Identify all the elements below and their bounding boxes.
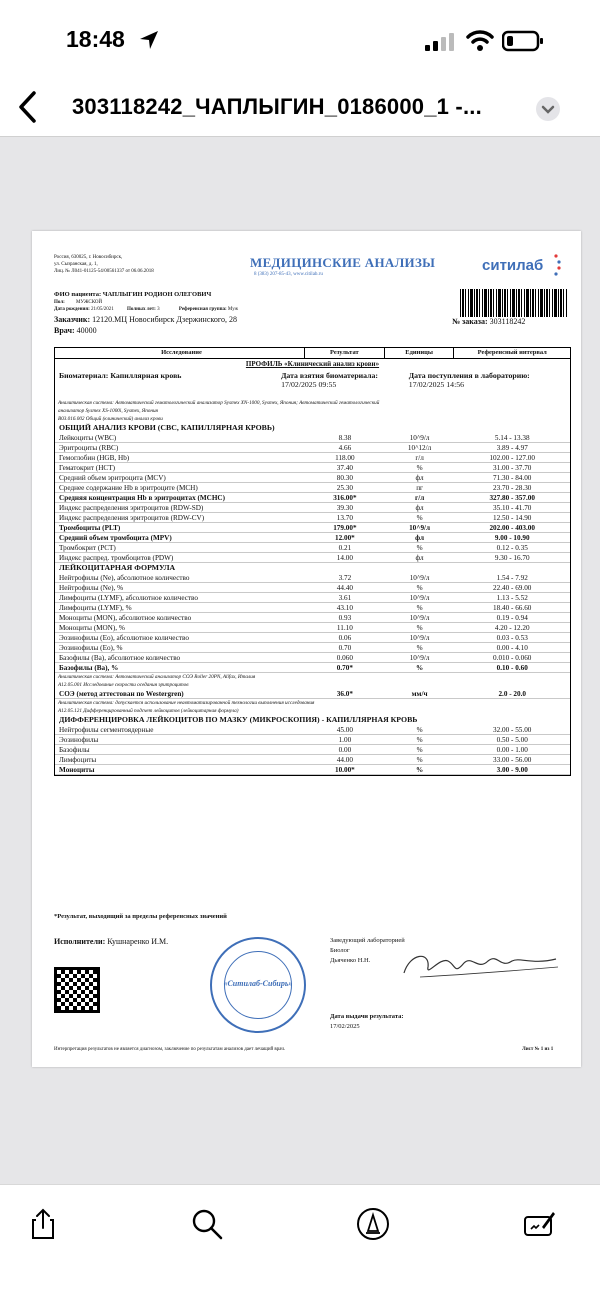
leuko-row xyxy=(55,653,570,663)
smear-name: Лимфоциты xyxy=(59,755,97,764)
cbc-name: Индекс распределения эритроцитов (RDW-CV) xyxy=(59,513,205,522)
cbc-units: фл xyxy=(415,473,424,482)
leuko-reference: 4.20 - 12.20 xyxy=(494,623,530,632)
leuko-result: 0.060 xyxy=(336,653,353,662)
take-date: 17/02/2025 09:55 xyxy=(281,380,337,389)
leuko-row xyxy=(55,643,570,653)
cbc-result: 316.00* xyxy=(333,493,357,502)
search-icon[interactable] xyxy=(190,1207,224,1241)
cbc-reference: 102.00 - 127.00 xyxy=(489,453,535,462)
smear-units: % xyxy=(415,765,424,774)
smear-result: 44.00 xyxy=(336,755,353,764)
smear-reference: 32.00 - 55.00 xyxy=(493,725,532,734)
cbc-result: 37.40 xyxy=(336,463,353,472)
cbc-units: 10^9/л xyxy=(409,523,431,532)
dob-value: 21/05/2021 xyxy=(91,307,114,312)
lab-stamp xyxy=(210,937,306,1033)
stamp-text: «Ситилаб-Сибирь» xyxy=(223,979,293,988)
leuko-row xyxy=(55,663,570,673)
sex-label: Пол: xyxy=(54,300,65,305)
header-reference: Референсный интервал xyxy=(477,348,547,356)
receive-date: 17/02/2025 14:56 xyxy=(408,380,465,389)
esr-reference: 2.0 - 20.0 xyxy=(498,689,526,698)
leuko-name: Моноциты (MON), абсолютное количество xyxy=(59,613,192,622)
cbc-name: Гемоглобин (HGB, Hb) xyxy=(59,453,130,462)
cbc-result: 4.66 xyxy=(338,443,352,452)
head-name: Дьяченко Н.Н. xyxy=(330,957,371,964)
cbc-row xyxy=(55,443,570,453)
leuko-units: % xyxy=(416,583,423,592)
client-value: 12120.МЦ Новосибирск Дзержинского, 28 xyxy=(92,315,237,324)
ref-group-label: Референсная группа: xyxy=(178,307,227,312)
header-units: Единицы xyxy=(385,348,455,359)
dob-line xyxy=(54,307,238,313)
order-barcode xyxy=(460,289,568,317)
fio-label: ФИО пациента: xyxy=(54,291,102,298)
profile-title: ПРОФИЛЬ «Клинический анализ крови» xyxy=(245,360,380,368)
cbc-result: 0.21 xyxy=(338,543,352,552)
wifi-icon xyxy=(466,29,494,51)
cbc-result: 8.38 xyxy=(338,433,352,442)
cbc-row xyxy=(55,433,570,443)
bottom-toolbar xyxy=(0,1184,600,1300)
lab-report-page xyxy=(32,231,581,1067)
analyzer-note-5: A12.05.001 Исследование скорости оседания эритроцитов xyxy=(58,682,189,688)
smear-units: % xyxy=(416,735,423,744)
doctor-value: 40000 xyxy=(76,326,97,335)
brand-title: МЕДИЦИНСКИЕ АНАЛИЗЫ xyxy=(250,255,436,270)
doctor-line xyxy=(54,326,97,336)
cbc-result: 14.00 xyxy=(336,553,353,562)
cbc-result: 179.00* xyxy=(333,523,357,532)
biomaterial: Биоматериал: Капиллярная кровь xyxy=(59,371,182,380)
cbc-result: 118.00 xyxy=(335,453,355,462)
leuko-reference: 0.00 - 4.10 xyxy=(496,643,528,652)
cbc-units: фл xyxy=(415,553,424,562)
order-number: 303118242 xyxy=(489,317,526,326)
cbc-row xyxy=(55,523,570,533)
smear-row xyxy=(55,765,570,775)
qr-code xyxy=(54,967,100,1013)
ref-group-value: Муж xyxy=(227,307,239,312)
cbc-units: фл xyxy=(415,503,424,512)
age-value: 3 xyxy=(157,307,160,312)
leuko-reference: 0.10 - 0.60 xyxy=(496,663,528,672)
cbc-name: Индекс распределения эритроцитов (RDW-SD) xyxy=(59,503,204,512)
header-test: Исследование xyxy=(55,348,305,359)
head-title: Заведующий лабораторией xyxy=(330,937,405,944)
smear-reference: 0.50 - 5.00 xyxy=(496,735,528,744)
leuko-units: 10^9/л xyxy=(409,573,430,582)
analyzer-note-6: Аналитическая система: допускается использование неавтоматизированной технологии выполнения исследования xyxy=(58,700,315,706)
leuko-result: 0.93 xyxy=(338,613,352,622)
leuko-formula-rows xyxy=(55,573,570,673)
smear-result: 10.00* xyxy=(334,765,355,774)
analyzer-note-4: Аналитическая система: Автоматический анализатор СОЭ Roller 20PN, Alifax, Италия xyxy=(58,674,256,680)
smear-units: % xyxy=(416,745,423,754)
smear-result: 45.00 xyxy=(336,725,353,734)
leuko-units: % xyxy=(416,623,423,632)
leuko-name: Моноциты (MON), % xyxy=(59,623,125,632)
lab-address-line-2: ул. Сызранская, д. 1, xyxy=(54,262,98,267)
analyzer-note-7: A12.05.121 Дифференцированный подсчет лейкоцитов (лейкоцитарная формула) xyxy=(58,708,239,714)
cbc-result: 25.30 xyxy=(336,483,353,492)
leuko-row xyxy=(55,613,570,623)
dob-label: Дата рождения: xyxy=(54,307,90,312)
lab-address-line-1: Россия, 630025, г. Новосибирск, xyxy=(54,255,123,260)
doctor-label: Врач: xyxy=(54,326,75,335)
cbc-reference: 9.00 - 10.90 xyxy=(494,533,530,542)
leuko-reference: 0.010 - 0.060 xyxy=(493,653,532,662)
share-icon[interactable] xyxy=(26,1207,60,1241)
cbc-row xyxy=(55,473,570,483)
battery-icon xyxy=(502,30,544,52)
citilab-logo: ситилаб xyxy=(482,257,544,274)
analyzer-note-3: B03.016.002 Общий (клинический) анализ крови xyxy=(58,416,163,422)
cbc-reference: 9.30 - 16.70 xyxy=(494,553,530,562)
executor-label: Исполнители: xyxy=(54,937,106,946)
cbc-reference: 327.80 - 357.00 xyxy=(489,493,535,502)
cbc-units: % xyxy=(416,513,423,522)
section-cbc xyxy=(55,423,570,433)
leuko-units: % xyxy=(416,643,423,652)
leuko-units: % xyxy=(416,603,423,612)
issue-date: 17/02/2025 xyxy=(330,1023,360,1030)
signature-icon xyxy=(400,947,560,983)
leuko-units: 10^9/л xyxy=(409,593,430,602)
leuko-result: 11.10 xyxy=(336,623,353,632)
smear-name: Эозинофилы xyxy=(59,735,99,744)
cbc-reference: 12.50 - 14.90 xyxy=(493,513,532,522)
smear-rows xyxy=(55,725,570,775)
executor-line xyxy=(54,937,168,947)
cbc-name: Средняя концентрация Hb в эритроцитах (MCHC) xyxy=(59,493,226,502)
leuko-result: 0.06 xyxy=(338,633,352,642)
esr-row xyxy=(55,689,570,699)
leuko-result: 3.61 xyxy=(338,593,352,602)
take-date-block xyxy=(281,371,409,397)
biomaterial-block xyxy=(55,369,570,399)
cbc-name: Среднее содержание Hb в эритроците (MCH) xyxy=(59,483,198,492)
cbc-units: фл xyxy=(415,533,424,542)
leuko-name: Нейтрофилы (Ne), абсолютное количество xyxy=(59,573,190,582)
leuko-result: 44.40 xyxy=(336,583,353,592)
cbc-name: Эритроциты (RBC) xyxy=(59,443,119,452)
leuko-row xyxy=(55,593,570,603)
take-date-label: Дата взятия биоматериала: xyxy=(281,371,378,380)
cbc-reference: 35.10 - 41.70 xyxy=(493,503,532,512)
cbc-result: 80.30 xyxy=(336,473,353,482)
smear-result: 0.00 xyxy=(338,745,352,754)
cbc-units: % xyxy=(416,463,423,472)
leuko-name: Эозинофилы (Eo), абсолютное количество xyxy=(59,633,189,642)
sex-value: МУЖСКОЙ xyxy=(76,300,103,305)
lab-license: Лиц. № Л041-01125-54/00561337 от 06.06.2018 xyxy=(54,269,154,274)
markup-icon[interactable] xyxy=(356,1207,390,1241)
leuko-row xyxy=(55,623,570,633)
leuko-reference: 18.40 - 66.60 xyxy=(493,603,532,612)
disclaimer: Интерпретация результатов не является диагнозом, заключение по результатам анализов дает лечащий врач. xyxy=(54,1047,286,1052)
receive-date-block xyxy=(409,371,566,397)
cbc-rows xyxy=(55,433,570,563)
patient-name-line xyxy=(54,291,211,299)
cbc-reference: 31.00 - 37.70 xyxy=(493,463,532,472)
esr-name: СОЭ (метод аттестован по Westergren) xyxy=(59,689,184,698)
esr-result: 36.0* xyxy=(336,689,353,698)
sign-icon[interactable] xyxy=(522,1207,556,1241)
cbc-units: % xyxy=(416,543,423,552)
smear-name: Нейтрофилы сегментоядерные xyxy=(59,725,154,734)
leuko-result: 0.70* xyxy=(336,663,353,672)
section-leuko-formula xyxy=(55,563,570,573)
leuko-name: Лимфоциты (LYMF), % xyxy=(59,603,132,612)
cbc-row xyxy=(55,463,570,473)
page-info: Лист № 1 из 1 xyxy=(522,1047,554,1052)
cbc-name: Лейкоциты (WBC) xyxy=(59,433,117,442)
cbc-reference: 71.30 - 84.00 xyxy=(493,473,532,482)
cbc-name: Средний объем эритроцита (MCV) xyxy=(59,473,166,482)
header-result: Результат xyxy=(305,348,385,359)
cbc-reference: 5.14 - 13.38 xyxy=(494,433,530,442)
leuko-result: 3.72 xyxy=(338,573,352,582)
smear-row xyxy=(55,725,570,735)
cbc-reference: 3.89 - 4.97 xyxy=(496,443,528,452)
analyzer-note-2: анализатор Sysmex XS-1000i, Sysmex, Япония xyxy=(58,408,158,414)
section-smear-title: ДИФФЕРЕНЦИРОВКА ЛЕЙКОЦИТОВ ПО МАЗКУ (МИКРОСКОПИЯ) - КАПИЛЛЯРНАЯ КРОВЬ xyxy=(59,715,418,724)
back-chevron-icon[interactable] xyxy=(14,90,42,124)
leuko-units: % xyxy=(415,663,424,672)
smear-name: Базофилы xyxy=(59,745,90,754)
age-label: Полных лет: xyxy=(127,307,156,312)
leuko-result: 0.70 xyxy=(338,643,352,652)
leuko-row xyxy=(55,603,570,613)
leuko-result: 43.10 xyxy=(336,603,353,612)
smear-row xyxy=(55,735,570,745)
leuko-row xyxy=(55,633,570,643)
smear-units: % xyxy=(416,725,423,734)
smear-row xyxy=(55,755,570,765)
brand-contacts: 8 (383) 207-85-43, www.citilab.ru xyxy=(254,272,323,277)
cbc-result: 13.70 xyxy=(336,513,353,522)
status-bar xyxy=(0,0,600,80)
cbc-result: 39.30 xyxy=(336,503,353,512)
cbc-name: Гематокрит (HCT) xyxy=(59,463,115,472)
cbc-reference: 23.70 - 28.30 xyxy=(493,483,532,492)
cbc-name: Тромбоциты (PLT) xyxy=(59,523,121,532)
smear-reference: 0.00 - 1.00 xyxy=(496,745,528,754)
client-line xyxy=(54,315,237,325)
cbc-name: Индекс распред. тромбоцитов (PDW) xyxy=(59,553,174,562)
leuko-units: 10^9/л xyxy=(409,633,430,642)
receive-date-label: Дата поступления в лабораторию: xyxy=(408,371,530,380)
smear-reference: 3.00 - 9.00 xyxy=(496,765,528,774)
leuko-row xyxy=(55,573,570,583)
document-viewer[interactable] xyxy=(0,136,600,1184)
title-menu-chevron-icon[interactable] xyxy=(536,97,560,121)
leuko-name: Базофилы (Ba), абсолютное количество xyxy=(59,653,181,662)
document-title[interactable]: 303118242_ЧАПЛЫГИН_0186000_1 -... xyxy=(72,94,482,119)
leuko-name: Базофилы (Ba), % xyxy=(59,663,119,672)
leuko-reference: 0.19 - 0.94 xyxy=(496,613,528,622)
client-label: Заказчик: xyxy=(54,315,91,324)
leuko-reference: 1.13 - 5.52 xyxy=(496,593,528,602)
leuko-units: 10^9/л xyxy=(409,613,430,622)
cbc-row xyxy=(55,453,570,463)
patient-name: ЧАПЛЫГИН РОДИОН ОЛЕГОВИЧ xyxy=(102,291,212,298)
executor-name: Кушнаренко И.М. xyxy=(107,937,169,946)
head-role: Биолог xyxy=(330,947,350,954)
leuko-name: Эозинофилы (Eo), % xyxy=(59,643,123,652)
cbc-row xyxy=(55,483,570,493)
issue-label: Дата выдачи результата: xyxy=(330,1013,404,1020)
order-label: № заказа: xyxy=(452,317,488,326)
section-cbc-title: ОБЩИЙ АНАЛИЗ КРОВИ (CBC, КАПИЛЛЯРНАЯ КРОВЬ) xyxy=(59,423,275,432)
leuko-reference: 22.40 - 69.00 xyxy=(493,583,532,592)
cbc-reference: 0.12 - 0.35 xyxy=(496,543,528,552)
cbc-result: 12.00* xyxy=(334,533,355,542)
leuko-row xyxy=(55,583,570,593)
cbc-row xyxy=(55,503,570,513)
cbc-reference: 202.00 - 403.00 xyxy=(489,523,535,532)
cbc-units: г/л xyxy=(415,453,424,462)
smear-name: Моноциты xyxy=(59,765,95,774)
sex-line xyxy=(54,300,102,306)
cbc-row xyxy=(55,493,570,503)
logo-dots-icon xyxy=(550,253,562,277)
section-leuko-formula-title: ЛЕЙКОЦИТАРНАЯ ФОРМУЛА xyxy=(59,563,176,572)
smear-row xyxy=(55,745,570,755)
cbc-row xyxy=(55,513,570,523)
location-arrow-icon xyxy=(138,29,160,51)
leuko-units: 10^9/л xyxy=(409,653,430,662)
cbc-units: 10^9/л xyxy=(409,433,430,442)
leuko-reference: 0.03 - 0.53 xyxy=(496,633,528,642)
cbc-row xyxy=(55,553,570,563)
cbc-name: Тромбокрит (PCT) xyxy=(59,543,116,552)
footnote: *Результат, выходящий за пределы референсных значений xyxy=(54,913,227,920)
cbc-units: пг xyxy=(416,483,423,492)
order-line xyxy=(452,317,525,327)
smear-units: % xyxy=(416,755,423,764)
cellular-signal-icon xyxy=(425,33,455,51)
esr-units: мм/ч xyxy=(411,689,428,698)
table-header-row xyxy=(55,348,570,359)
cbc-row xyxy=(55,533,570,543)
cbc-name: Средний объем тромбоцита (MPV) xyxy=(59,533,172,542)
leuko-reference: 1.54 - 7.92 xyxy=(496,573,528,582)
cbc-units: г/л xyxy=(414,493,425,502)
smear-result: 1.00 xyxy=(338,735,352,744)
document-nav-bar xyxy=(0,80,600,136)
status-time: 18:48 xyxy=(66,26,125,52)
cbc-units: 10^12/л xyxy=(407,443,432,452)
smear-reference: 33.00 - 56.00 xyxy=(493,755,532,764)
analyzer-note-1: Аналитическая система: Автоматический гематологический анализатор Sysmex XN-1000, Sysmex, Япония; Автоматический гематологический xyxy=(58,400,380,406)
section-smear xyxy=(55,715,570,725)
results-table xyxy=(54,347,571,776)
cbc-row xyxy=(55,543,570,553)
leuko-name: Лимфоциты (LYMF), абсолютное количество xyxy=(59,593,198,602)
leuko-name: Нейтрофилы (Ne), % xyxy=(59,583,124,592)
